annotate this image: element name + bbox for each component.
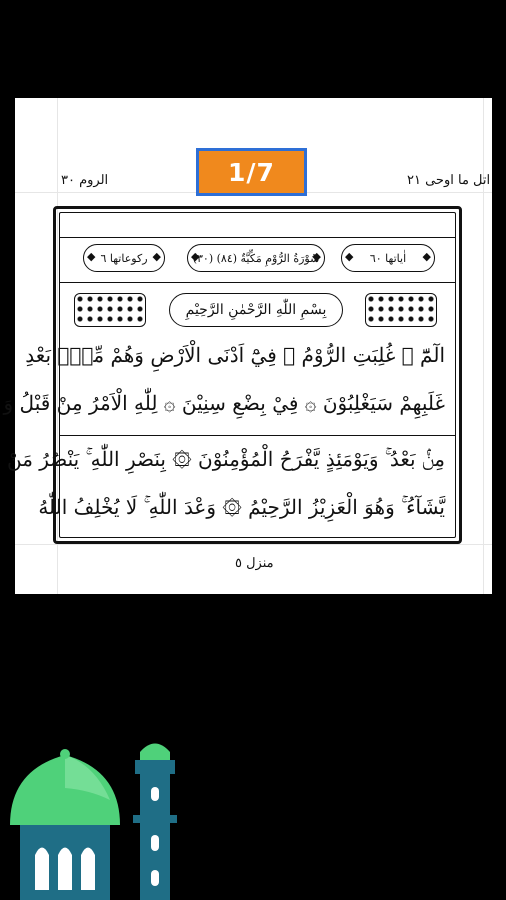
verse-line-2: غَلَبِهِمْ سَيَغْلِبُوْنَ ۞ فِيْ بِضْعِ سِنِيْنَ ۞ لِلّٰهِ الْاَمْرُ مِنْ قَبْلُ وَ — [3, 391, 445, 415]
rukus-cartouche — [83, 244, 165, 272]
quran-page — [3, 98, 492, 594]
ayat-cartouche — [341, 244, 435, 272]
manzil-footer: منزل ٥ — [235, 556, 274, 571]
ornament-right — [365, 293, 437, 327]
verse-line-4: يَّشَآءُ ۚ وَهُوَ الْعَزِيْزُ الرَّحِيْمُ ۞ وَعْدَ اللّٰهِ ۚ لَا يُخْلِفُ اللّٰهُ — [38, 495, 445, 519]
surah-name: ◆ (٣٠) سُوْرَةُ الرُّوْمِ مَكِّيَّةٌ (٨٤) — [192, 251, 320, 265]
text-frame — [3, 206, 462, 544]
ayat-count: ◆ اٰیاتھا ٦٠ — [369, 251, 407, 265]
verse-line-1: الٓمّٓ ۞ غُلِبَتِ الرُّوْمُ ۞ فِيْٓ اَدْنَى الْاَرْضِ وَهُمْ مِّنْۢ بَعْدِ — [25, 343, 445, 367]
surah-header-label: الروم ٣٠ — [61, 173, 109, 188]
surah-name-cartouche — [187, 244, 325, 272]
ornament-left — [74, 293, 146, 327]
mosque-dome-logo-icon — [0, 730, 190, 900]
margin-guide-bottom — [15, 544, 492, 545]
para-header-label: اتل ما اوحی ٢١ — [407, 173, 491, 188]
page-counter-badge: 1/7 — [196, 148, 307, 196]
verse-line-3: مِنْۢ بَعْدُ ۚ وَيَوْمَئِذٍ يَّفْرَحُ الْمُؤْمِنُوْنَ ۞ بِنَصْرِ اللّٰهِ ۚ يَنْصُرُ مَنْ — [6, 447, 445, 471]
rukus-count: ◆ رکوعاتھا ٦ — [100, 251, 148, 265]
bismillah: بِسْمِ اللّٰهِ الرَّحْمٰنِ الرَّحِيْمِ — [169, 293, 343, 327]
